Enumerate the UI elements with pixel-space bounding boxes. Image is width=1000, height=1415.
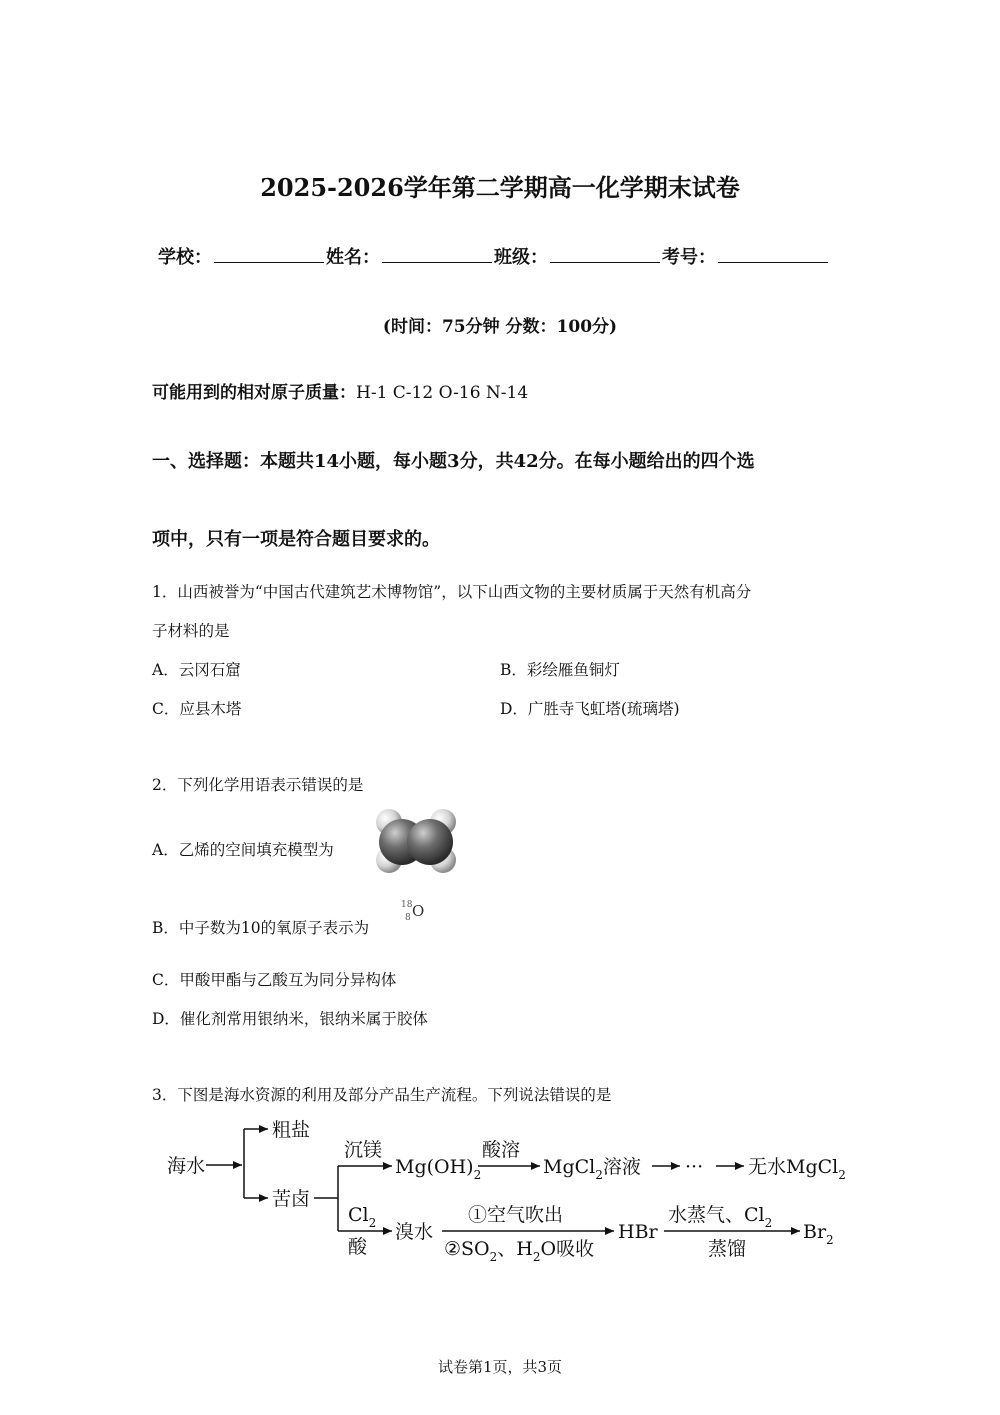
isotope-symbol: O bbox=[412, 902, 425, 920]
q2-option-a[interactable]: A．乙烯的空间填充模型为 bbox=[152, 841, 334, 859]
flow-crude-salt: 粗盐 bbox=[272, 1119, 311, 1141]
school-blank[interactable] bbox=[214, 242, 324, 263]
atomic-mass-values: H-1 C-12 O-16 N-14 bbox=[356, 383, 529, 403]
svg-text:②SO2、H2O吸收: $②SO_2$、$H_2O$吸收 bbox=[444, 1238, 595, 1264]
q1-stem-line2: 子材料的是 bbox=[152, 622, 230, 640]
flow-steam-cl2: 水蒸气、Cl bbox=[668, 1204, 765, 1226]
flow-precip-mg: 沉镁 bbox=[344, 1139, 383, 1161]
q2-option-d[interactable]: D．催化剂常用银纳米，银纳米属于胶体 bbox=[152, 1010, 428, 1028]
flow-cl2: Cl bbox=[348, 1204, 369, 1226]
number-blank[interactable] bbox=[718, 242, 828, 263]
svg-text:Mg(OH)2 bbox=[395, 1156, 481, 1182]
class-label: 班级： bbox=[494, 247, 548, 268]
q1-option-c[interactable]: C．应县木塔 bbox=[152, 700, 242, 718]
atomic-mass-line bbox=[152, 378, 528, 403]
svg-text:Br2: $Br_2$ bbox=[803, 1221, 834, 1247]
seawater-flowchart bbox=[160, 1112, 860, 1268]
svg-text:水蒸气、Cl2: 水蒸气、$Cl_2$ bbox=[668, 1204, 773, 1230]
flow-anhydrous-mgcl2: 无水MgCl bbox=[748, 1156, 839, 1178]
flow-so2: ②SO bbox=[444, 1238, 490, 1260]
q1-stem-line1: 1．山西被誉为“中国古代建筑艺术博物馆”，以下山西文物的主要材质属于天然有机高分 bbox=[152, 583, 752, 601]
flow-mgcl2: MgCl bbox=[543, 1156, 596, 1178]
q2-option-b[interactable] bbox=[152, 916, 369, 938]
time-score-line: (时间：75分钟 分数：100分) bbox=[382, 317, 618, 337]
student-info-line bbox=[158, 242, 830, 269]
q1-option-d[interactable]: D．广胜寺飞虹塔(琉璃塔) bbox=[500, 700, 680, 718]
flow-sub2: 2 bbox=[473, 1168, 482, 1182]
flow-hbr: HBr bbox=[618, 1221, 658, 1243]
name-blank[interactable] bbox=[382, 242, 492, 263]
page-title: 2025-2026学年第二学期高一化学期末试卷 bbox=[260, 173, 740, 202]
isotope-atomic-number: 8 bbox=[405, 913, 411, 923]
name-label: 姓名： bbox=[326, 247, 380, 268]
q1-option-a[interactable]: A．云冈石窟 bbox=[152, 661, 241, 679]
section1-heading-line1: 一、选择题：本题共14小题，每小题3分，共42分。在每小题给出的四个选 bbox=[152, 451, 755, 472]
flow-bromine-water: 溴水 bbox=[395, 1221, 434, 1243]
flow-dots: ··· bbox=[685, 1156, 704, 1178]
q3-stem: 3．下图是海水资源的利用及部分产品生产流程。下列说法错误的是 bbox=[152, 1086, 612, 1104]
section1-heading-line2: 项中，只有一项是符合题目要求的。 bbox=[152, 529, 440, 550]
q1-option-b[interactable]: B．彩绘雁鱼铜灯 bbox=[500, 661, 620, 679]
svg-text:无水MgCl2: 无水MgCl$_2$ bbox=[748, 1156, 846, 1182]
atomic-mass-label: 可能用到的相对原子质量： bbox=[152, 383, 356, 403]
flow-solution: 溶液 bbox=[602, 1156, 641, 1178]
flow-br2: Br bbox=[803, 1221, 827, 1243]
svg-text:Cl2: $Cl_2$ bbox=[348, 1204, 377, 1230]
flow-mgoh2: Mg(OH) bbox=[395, 1156, 474, 1178]
page-footer: 试卷第1页，共3页 bbox=[437, 1358, 563, 1376]
school-label: 学校： bbox=[158, 247, 212, 268]
flow-acid: 酸 bbox=[348, 1236, 368, 1258]
q2-stem: 2．下列化学用语表示错误的是 bbox=[152, 776, 364, 794]
q2-option-c[interactable]: C．甲酸甲酯与乙酸互为同分异构体 bbox=[152, 971, 397, 989]
q2-option-b-text: B．中子数为10的氧原子表示为 bbox=[152, 919, 370, 937]
flow-absorb: O吸收 bbox=[540, 1238, 595, 1260]
isotope-mass-number: 18 bbox=[401, 900, 413, 910]
flow-air-blowout: ①空气吹出 bbox=[468, 1204, 564, 1226]
number-label: 考号： bbox=[662, 247, 716, 268]
flow-brine: 苦卤 bbox=[272, 1188, 311, 1210]
flow-distill: 蒸馏 bbox=[708, 1238, 747, 1260]
svg-text:MgCl2溶液: MgCl$_2$溶液 bbox=[543, 1156, 641, 1182]
flow-acid-dissolve: 酸溶 bbox=[482, 1139, 521, 1161]
flow-seawater: 海水 bbox=[167, 1155, 206, 1177]
ethylene-space-filling-model bbox=[370, 805, 462, 879]
class-blank[interactable] bbox=[550, 242, 660, 263]
